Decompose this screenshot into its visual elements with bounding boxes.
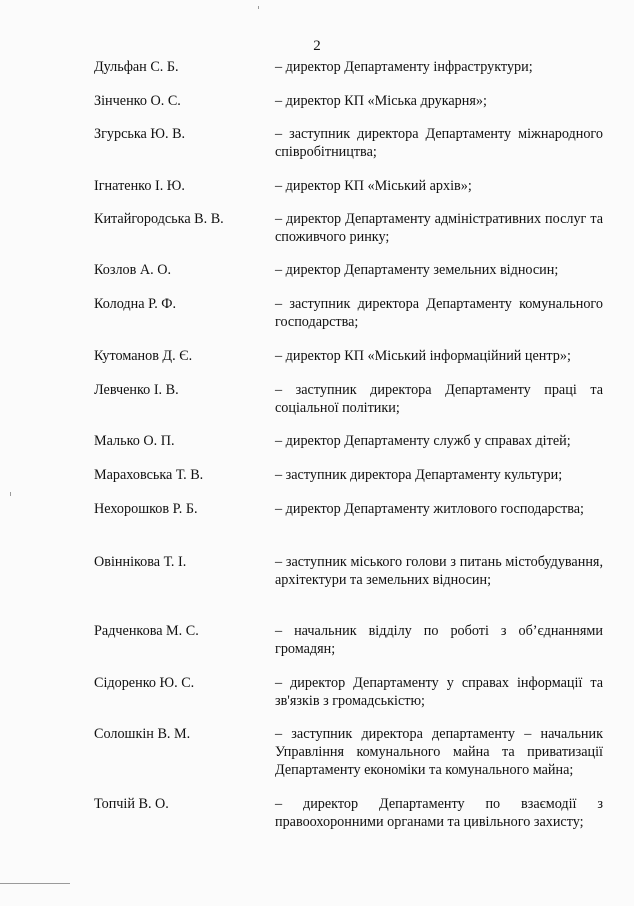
person-name: Левченко І. В. [94,382,179,398]
scan-artifact [258,6,259,9]
person-position: – заступник директора департаменту – начальник Управління комунального майна та приватизації Департаменту економіки та комунального майна; [275,726,603,778]
person-position: – заступник директора Департаменту культури; [275,467,563,483]
person-position: – начальник відділу по роботі з об’єднаннями громадян; [275,623,603,657]
person-position: – заступник директора Департаменту комунального господарства; [275,296,603,330]
person-position: – директор КП «Міський інформаційний центр»; [275,348,571,364]
person-name: Овіннікова Т. І. [94,554,187,570]
person-position: – заступник директора Департаменту міжнародного співробітництва; [275,126,603,160]
person-position: – директор Департаменту земельних відносин; [275,262,559,278]
person-position: – директор Департаменту служб у справах дітей; [275,433,571,449]
person-position: – директор Департаменту адміністративних послуг та споживчого ринку; [275,211,603,245]
person-name: Топчій В. О. [94,796,169,812]
page-number: 2 [313,38,321,54]
person-name: Сідоренко Ю. С. [94,675,195,691]
person-name: Зінченко О. С. [94,93,181,109]
person-name: Нехорошков Р. Б. [94,501,198,517]
person-position: – директор Департаменту по взаємодії з правоохоронними органами та цивільного захисту; [275,796,603,830]
person-position: – директор Департаменту інфраструктури; [275,59,533,75]
person-position: – директор Департаменту у справах інформації та зв'язків з громадськістю; [275,675,603,709]
person-name: Дульфан С. Б. [94,59,179,75]
person-position: – директор КП «Міська друкарня»; [275,93,487,109]
person-name: Згурська Ю. В. [94,126,186,142]
person-name: Солошкін В. М. [94,726,191,742]
person-name: Козлов А. О. [94,262,172,278]
scan-artifact [0,883,70,884]
person-name: Колодна Р. Ф. [94,296,177,312]
scan-artifact [10,492,11,496]
person-name: Китайгородська В. В. [94,211,224,227]
person-name: Ігнатенко І. Ю. [94,178,185,194]
person-name: Мараховська Т. В. [94,467,204,483]
person-position: – директор КП «Міський архів»; [275,178,472,194]
person-name: Малько О. П. [94,433,175,449]
person-position: – заступник директора Департаменту праці та соціальної політики; [275,382,603,416]
person-position: – заступник міського голови з питань містобудування, архітектури та земельних відносин; [275,554,603,588]
person-name: Кутоманов Д. Є. [94,348,193,364]
person-name: Радченкова М. С. [94,623,199,639]
person-position: – директор Департаменту житлового господарства; [275,501,584,517]
